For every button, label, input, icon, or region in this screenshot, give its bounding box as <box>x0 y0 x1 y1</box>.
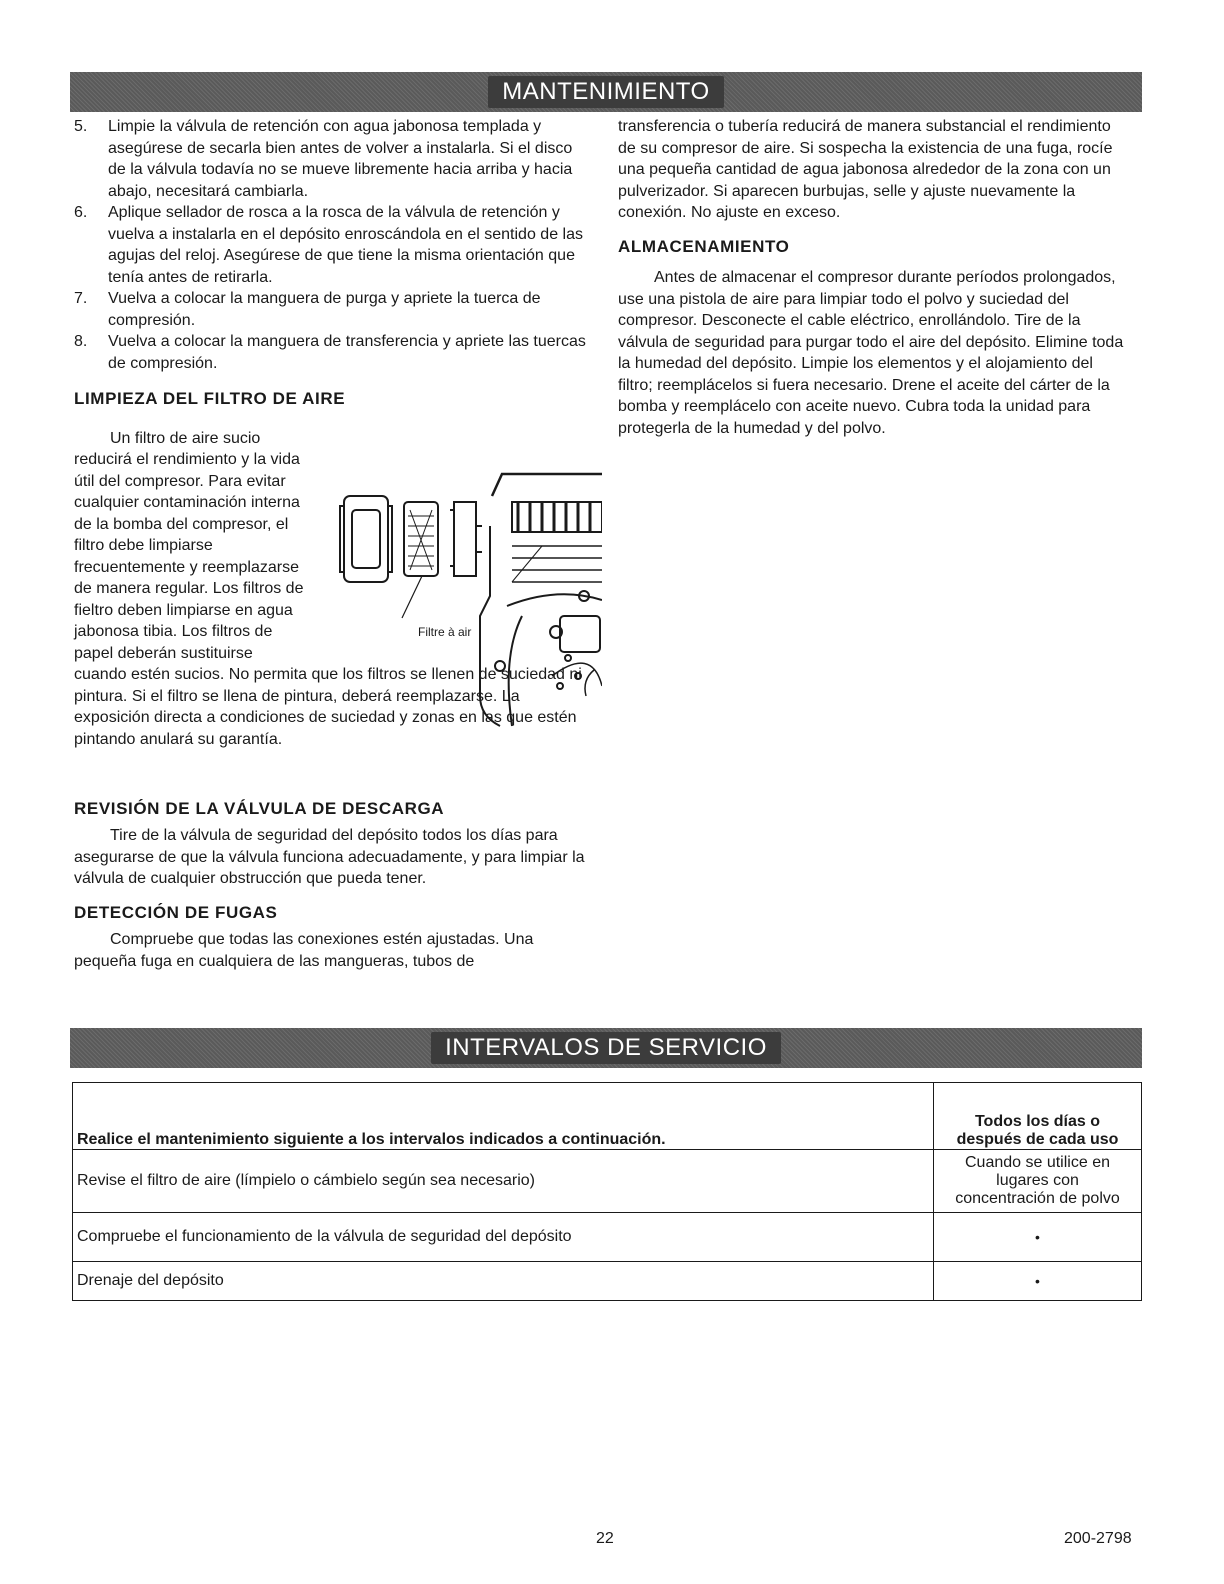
filter-housing-shape <box>454 502 476 576</box>
air-filter-paragraph-cont: cuando estén sucios. No permita que los filtros se llenen de suciedad ni pintura. Si el filtro se llena de pintura, deberá reemplazarse. La exposición directa a condiciones de suciedad y zonas en las que estén pintando anulará su garantía. <box>74 666 582 748</box>
banner-title: INTERVALOS DE SERVICIO <box>431 1032 781 1064</box>
table-row <box>73 1150 1142 1213</box>
section-banner-service-intervals <box>70 1028 1142 1068</box>
section-banner-mantenimiento <box>70 72 1142 112</box>
list-item: 5. Limpie la válvula de retención con agua jabonosa templada y asegúrese de secarla bien antes de volver a instalarla. Si el disco de la válvula todavía no se mueve libremente hacia arriba y hacia abajo, necesitará cambiarla. <box>74 118 573 200</box>
interval-cell: Cuando se utilice en lugares con concentración de polvo <box>934 1150 1142 1213</box>
task-cell: Drenaje del depósito <box>73 1262 934 1301</box>
discharge-valve-paragraph: Tire de la válvula de seguridad del depósito todos los días para asegurarse de que la válvula funciona adecuadamente, y para limpiar la válvula de cualquier obstrucción que pueda tener. <box>74 827 585 887</box>
table-row <box>73 1262 1142 1301</box>
list-item: 7. Vuelva a colocar la manguera de purga y apriete la tuerca de compresión. <box>74 290 541 329</box>
heading-discharge-valve: REVISIÓN DE LA VÁLVULA DE DESCARGA <box>74 798 445 818</box>
air-filter-illustration <box>332 466 602 736</box>
leak-detection-paragraph: Compruebe que todas las conexiones estén ajustadas. Una pequeña fuga en cualquiera de las mangueras, tubos de <box>74 931 534 970</box>
interval-cell: • <box>934 1262 1142 1301</box>
storage-paragraph: Antes de almacenar el compresor durante períodos prolongados, use una pistola de aire para limpiar todo el polvo y suciedad del compresor. Desconecte el cable eléctrico, enrollándolo. Tire de la válvula de seguridad para purgar todo el aire del depósito. Elimine toda la humedad del depósito. Limpie los elementos y el alojamiento del filtro; reemplácelos si fuera necesario. Drene el aceite del cárter de la bomba y reemplácelo con aceite nuevo. Cubra toda la unidad para protegerla de la humedad y del polvo. <box>618 269 1124 437</box>
header-cell-task: Realice el mantenimiento siguiente a los intervalos indicados a continuación. <box>73 1083 934 1150</box>
filter-cap-shape <box>344 496 388 582</box>
table-row <box>73 1213 1142 1262</box>
heading-air-filter: LIMPIEZA DEL FILTRO DE AIRE <box>74 389 346 408</box>
interval-cell: • <box>934 1213 1142 1262</box>
right-column <box>618 116 1130 439</box>
left-column <box>74 116 594 972</box>
heading-storage: ALMACENAMIENTO <box>618 236 790 256</box>
leak-detection-paragraph-cont: transferencia o tubería reducirá de manera substancial el rendimiento de su compresor de aire. Si sospecha la existencia de una fuga, rocíe una pequeña cantidad de agua jabonosa alrededor de la zona con un pulverizador. Si aparecen burbujas, selle y ajuste nuevamente la conexión. No ajuste en exceso. <box>618 118 1113 221</box>
heading-leak-detection: DETECCIÓN DE FUGAS <box>74 902 278 922</box>
figure-label: Filtre à air <box>418 624 472 639</box>
header-cell-interval: Todos los días o después de cada uso <box>934 1083 1142 1150</box>
page-number: 22 <box>596 1530 614 1547</box>
list-item: 6. Aplique sellador de rosca a la rosca de la válvula de retención y vuelva a instalarla en el depósito enroscándola en el sentido de las agujas del reloj. Asegúrese de que tiene la misma orientación que tenía antes de retirarla. <box>74 204 583 286</box>
document-number: 200-2798 <box>1064 1530 1132 1547</box>
banner-title: MANTENIMIENTO <box>488 76 723 108</box>
task-cell: Revise el filtro de aire (límpielo o cámbielo según sea necesario) <box>73 1150 934 1213</box>
service-interval-table <box>72 1082 1142 1301</box>
list-item: 8. Vuelva a colocar la manguera de transferencia y apriete las tuercas de compresión. <box>74 333 586 372</box>
air-filter-paragraph: Un filtro de aire sucio reducirá el rendimiento y la vida útil del compresor. Para evitar cualquier contaminación interna de la bomba del compresor, el filtro debe limpiarse frecuentemente y reemplazarse de manera regular. Los filtros de fieltro deben limpiarse en agua jabonosa tibia. Los filtros de papel deberán sustituirse <box>74 429 304 662</box>
table-header-row <box>73 1083 1142 1150</box>
air-filter-section <box>74 428 594 778</box>
task-cell: Compruebe el funcionamiento de la válvula de seguridad del depósito <box>73 1213 934 1262</box>
procedure-steps <box>74 116 594 374</box>
